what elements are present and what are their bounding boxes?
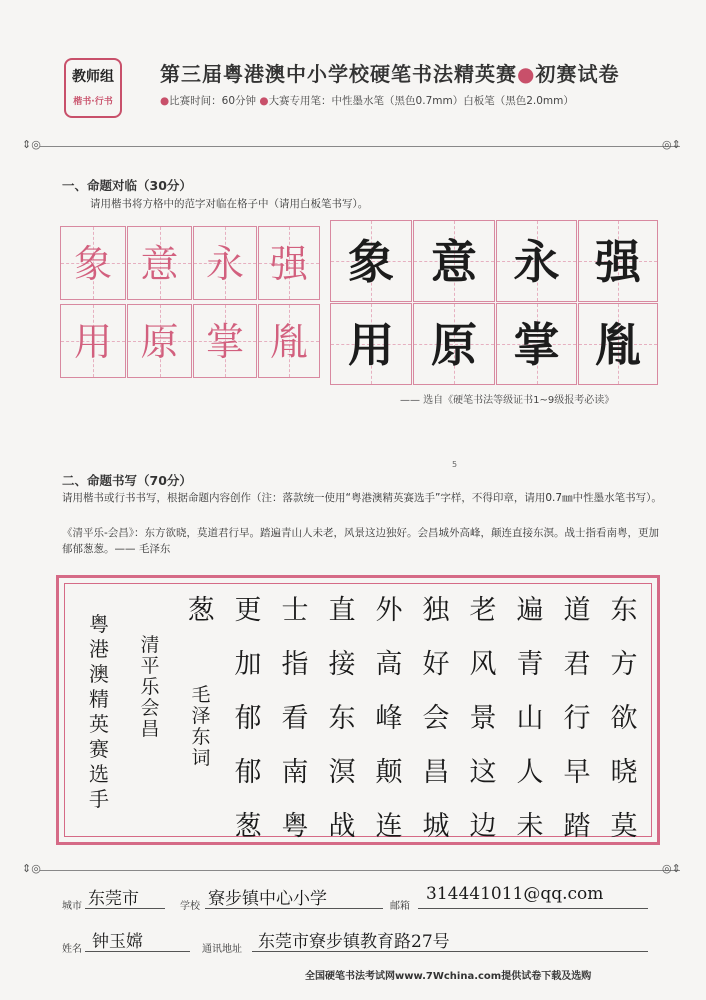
address-underline: [252, 951, 648, 952]
bullet-icon: ●: [259, 95, 269, 107]
poem-column: [229, 584, 267, 854]
model-char-cell: [413, 303, 495, 385]
poem-column-text: 老 风 景 这 边: [469, 595, 497, 842]
model-char-cell: [496, 303, 577, 385]
title-suffix: 初赛试卷: [535, 62, 620, 86]
copied-char-cell: [193, 226, 257, 300]
model-char: 掌: [513, 318, 560, 372]
model-char: 象: [348, 235, 394, 289]
badge-script-label: 楷书·行书: [73, 97, 113, 107]
copied-char: 象: [73, 242, 112, 286]
city-field[interactable]: 东莞市: [88, 889, 139, 909]
poem-column-text: 独 好 会 昌 城: [422, 595, 450, 842]
model-char: 强: [595, 235, 641, 289]
exam-info: [160, 93, 574, 108]
poem-column-text: 东 方 欲 晓 莫: [610, 595, 638, 842]
section1-title: 一、命题对临（30分）: [62, 178, 192, 193]
poem-column: [605, 584, 643, 854]
model-char: 意: [431, 235, 477, 289]
poem-column: [558, 584, 596, 854]
left-ornament-icon: ⇕◎: [22, 138, 41, 151]
page-title: [160, 58, 619, 87]
author-column: [188, 685, 214, 769]
poem-column-text: 葱: [187, 595, 215, 626]
poem-column: [323, 584, 361, 854]
exam-pens: 大赛专用笔：中性墨水笔（黑色0.7mm）白板笔（黑色2.0mm）: [268, 95, 574, 107]
poem-column-text: 道 君 行 早 踏: [563, 595, 591, 842]
school-underline: [205, 908, 383, 909]
header-divider: [40, 146, 680, 147]
poem-column: [370, 584, 408, 854]
poem-column: [464, 584, 502, 854]
address-field[interactable]: 东莞市寮步镇教育路27号: [258, 932, 450, 952]
signature-column: [86, 612, 112, 812]
section2-instruction: 请用楷书或行书书写，根据命题内容创作（注：落款统一使用“粤港澳精英赛选手”字样，不得印章，请用0.7㎜中性墨水笔书写）。: [62, 492, 662, 504]
poem-column-text: 外 高 峰 颠 连: [375, 595, 403, 842]
copied-char: 意: [140, 242, 179, 286]
left-ornament-icon: ⇕◎: [22, 862, 41, 875]
section2-title: 二、命题书写（70分）: [62, 473, 192, 488]
model-char: 永: [513, 235, 560, 289]
address-label: 通讯地址: [202, 944, 242, 955]
model-char: 用: [348, 318, 394, 372]
name-label: 姓名: [62, 944, 82, 955]
model-char-cell: [330, 303, 412, 385]
copied-char-cell: [127, 226, 192, 300]
page-mark: 5: [452, 460, 458, 469]
poem-column-text: 直 接 东 溟 战: [328, 595, 356, 842]
email-label: 邮箱: [390, 901, 410, 912]
poem-text: 《清平乐-会昌》：东方欲晓，莫道君行早。踏遍青山人未老，风景这边独好。会昌城外高峰，颠连直接东溟。战士指看南粤，更加郁郁葱葱。—— 毛泽东: [62, 527, 660, 555]
model-char-cell: [496, 220, 577, 302]
poem-column: [511, 584, 549, 854]
school-label: 学校: [180, 901, 200, 912]
right-ornament-icon: ◎⇕: [662, 138, 681, 151]
model-char: 原: [431, 318, 477, 372]
city-underline: [85, 908, 165, 909]
copied-char: 掌: [205, 320, 244, 364]
model-char-cell: [330, 220, 412, 302]
group-badge: [64, 58, 122, 118]
name-underline: [85, 951, 190, 952]
exam-time: 比赛时间：60分钟: [169, 95, 257, 107]
copied-char-cell: [258, 226, 320, 300]
copied-char-cell: [60, 304, 126, 378]
copied-char-cell: [193, 304, 257, 378]
name-field[interactable]: 钟玉嫦: [92, 932, 143, 952]
bullet-icon: ●: [160, 95, 170, 107]
copied-char-cell: [127, 304, 192, 378]
title-dot-icon: ●: [517, 62, 536, 86]
model-char-cell: [413, 220, 495, 302]
model-source: —— 选自《硬笔书法等级证书1~9级报考必读》: [400, 395, 615, 406]
copied-char: 永: [205, 242, 244, 286]
form-divider: [40, 870, 680, 871]
copied-char: 强: [269, 242, 308, 286]
signature-text: 粤 港 澳 精 英 赛 选 手: [89, 612, 109, 811]
copied-char: 胤: [269, 320, 308, 364]
poem-column: [276, 584, 314, 854]
poem-column: [417, 584, 455, 854]
email-field[interactable]: 314441011@qq.com: [426, 884, 604, 904]
email-underline: [418, 908, 648, 909]
model-char: 胤: [595, 318, 641, 372]
copied-char: 用: [73, 320, 112, 364]
poem-title-text: 清 平 乐 会 昌: [140, 634, 160, 740]
footer-note: 全国硬笔书法考试网www.7Wchina.com提供试卷下载及选购: [305, 971, 592, 982]
poem-column-text: 更 加 郁 郁 葱: [234, 595, 262, 842]
title-main: 第三届粤港澳中小学校硬笔书法精英赛: [160, 62, 517, 86]
section1-instruction: 请用楷书将方格中的范字对临在格子中（请用白板笔书写）。: [90, 198, 369, 210]
model-char-cell: [578, 303, 658, 385]
badge-group-label: 教师组: [72, 69, 114, 85]
school-field[interactable]: 寮步镇中心小学: [208, 889, 327, 909]
poem-column-text: 士 指 看 南 粤: [281, 595, 309, 842]
right-ornament-icon: ◎⇕: [662, 862, 681, 875]
poem-column-text: 遍 青 山 人 未: [516, 595, 544, 842]
copied-char-cell: [60, 226, 126, 300]
copied-char-cell: [258, 304, 320, 378]
author-text: 毛 泽 东 词: [191, 684, 211, 769]
poem-title-column: [137, 635, 163, 740]
poem-column: [182, 584, 220, 638]
model-char-cell: [578, 220, 658, 302]
copied-char: 原: [140, 320, 179, 364]
city-label: 城市: [62, 901, 82, 912]
